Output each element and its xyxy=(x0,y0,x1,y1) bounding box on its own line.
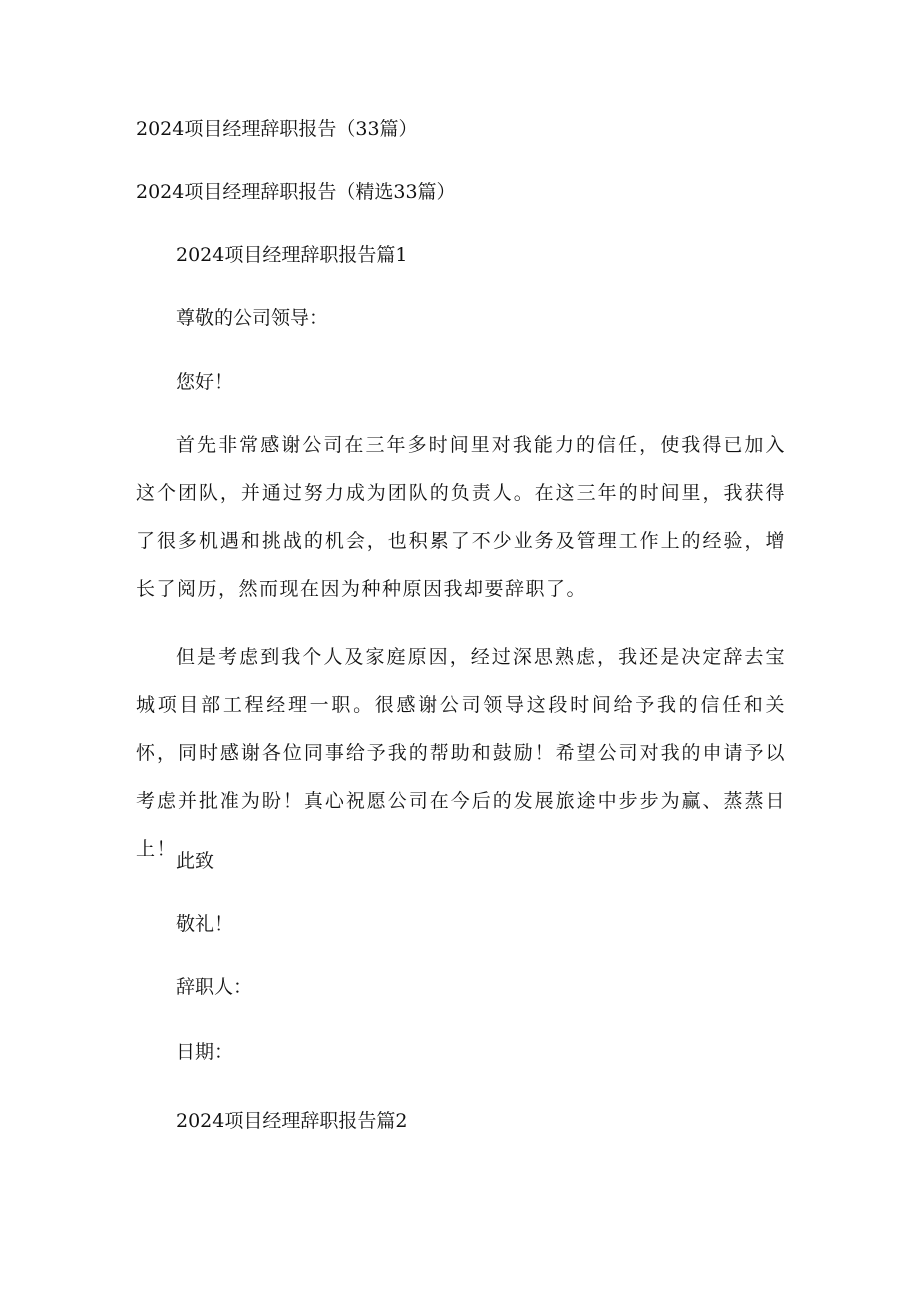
date-label: 日期： xyxy=(176,1041,234,1063)
resigner-label: 辞职人： xyxy=(176,976,253,998)
salutation: 尊敬的公司领导： xyxy=(176,307,329,329)
document-title: 2024项目经理辞职报告（33篇） xyxy=(136,118,418,140)
document-subtitle: 2024项目经理辞职报告（精选33篇） xyxy=(136,181,456,203)
section-1-heading: 2024项目经理辞职报告篇1 xyxy=(176,244,408,266)
closing-line-2: 敬礼！ xyxy=(176,913,234,935)
body-paragraph-1: 首先非常感谢公司在三年多时间里对我能力的信任，使我得已加入这个团队，并通过努力成为团队的负责人。在这三年的时间里，我获得了很多机遇和挑战的机会，也积累了不少业务及管理工作上的经验，增长了阅历，然而现在因为种种原因我却要辞职了。 xyxy=(136,434,786,600)
closing-line-1: 此致 xyxy=(176,850,215,872)
body-paragraph-2: 但是考虑到我个人及家庭原因，经过深思熟虑，我还是决定辞去宝城项目部工程经理一职。很感谢公司领导这段时间给予我的信任和关怀，同时感谢各位同事给予我的帮助和鼓励！希望公司对我的申请予以考虑并批准为盼！真心祝愿公司在今后的发展旅途中步步为赢、蒸蒸日上！ xyxy=(136,646,786,860)
greeting: 您好！ xyxy=(176,371,234,393)
section-2-heading: 2024项目经理辞职报告篇2 xyxy=(176,1110,408,1132)
